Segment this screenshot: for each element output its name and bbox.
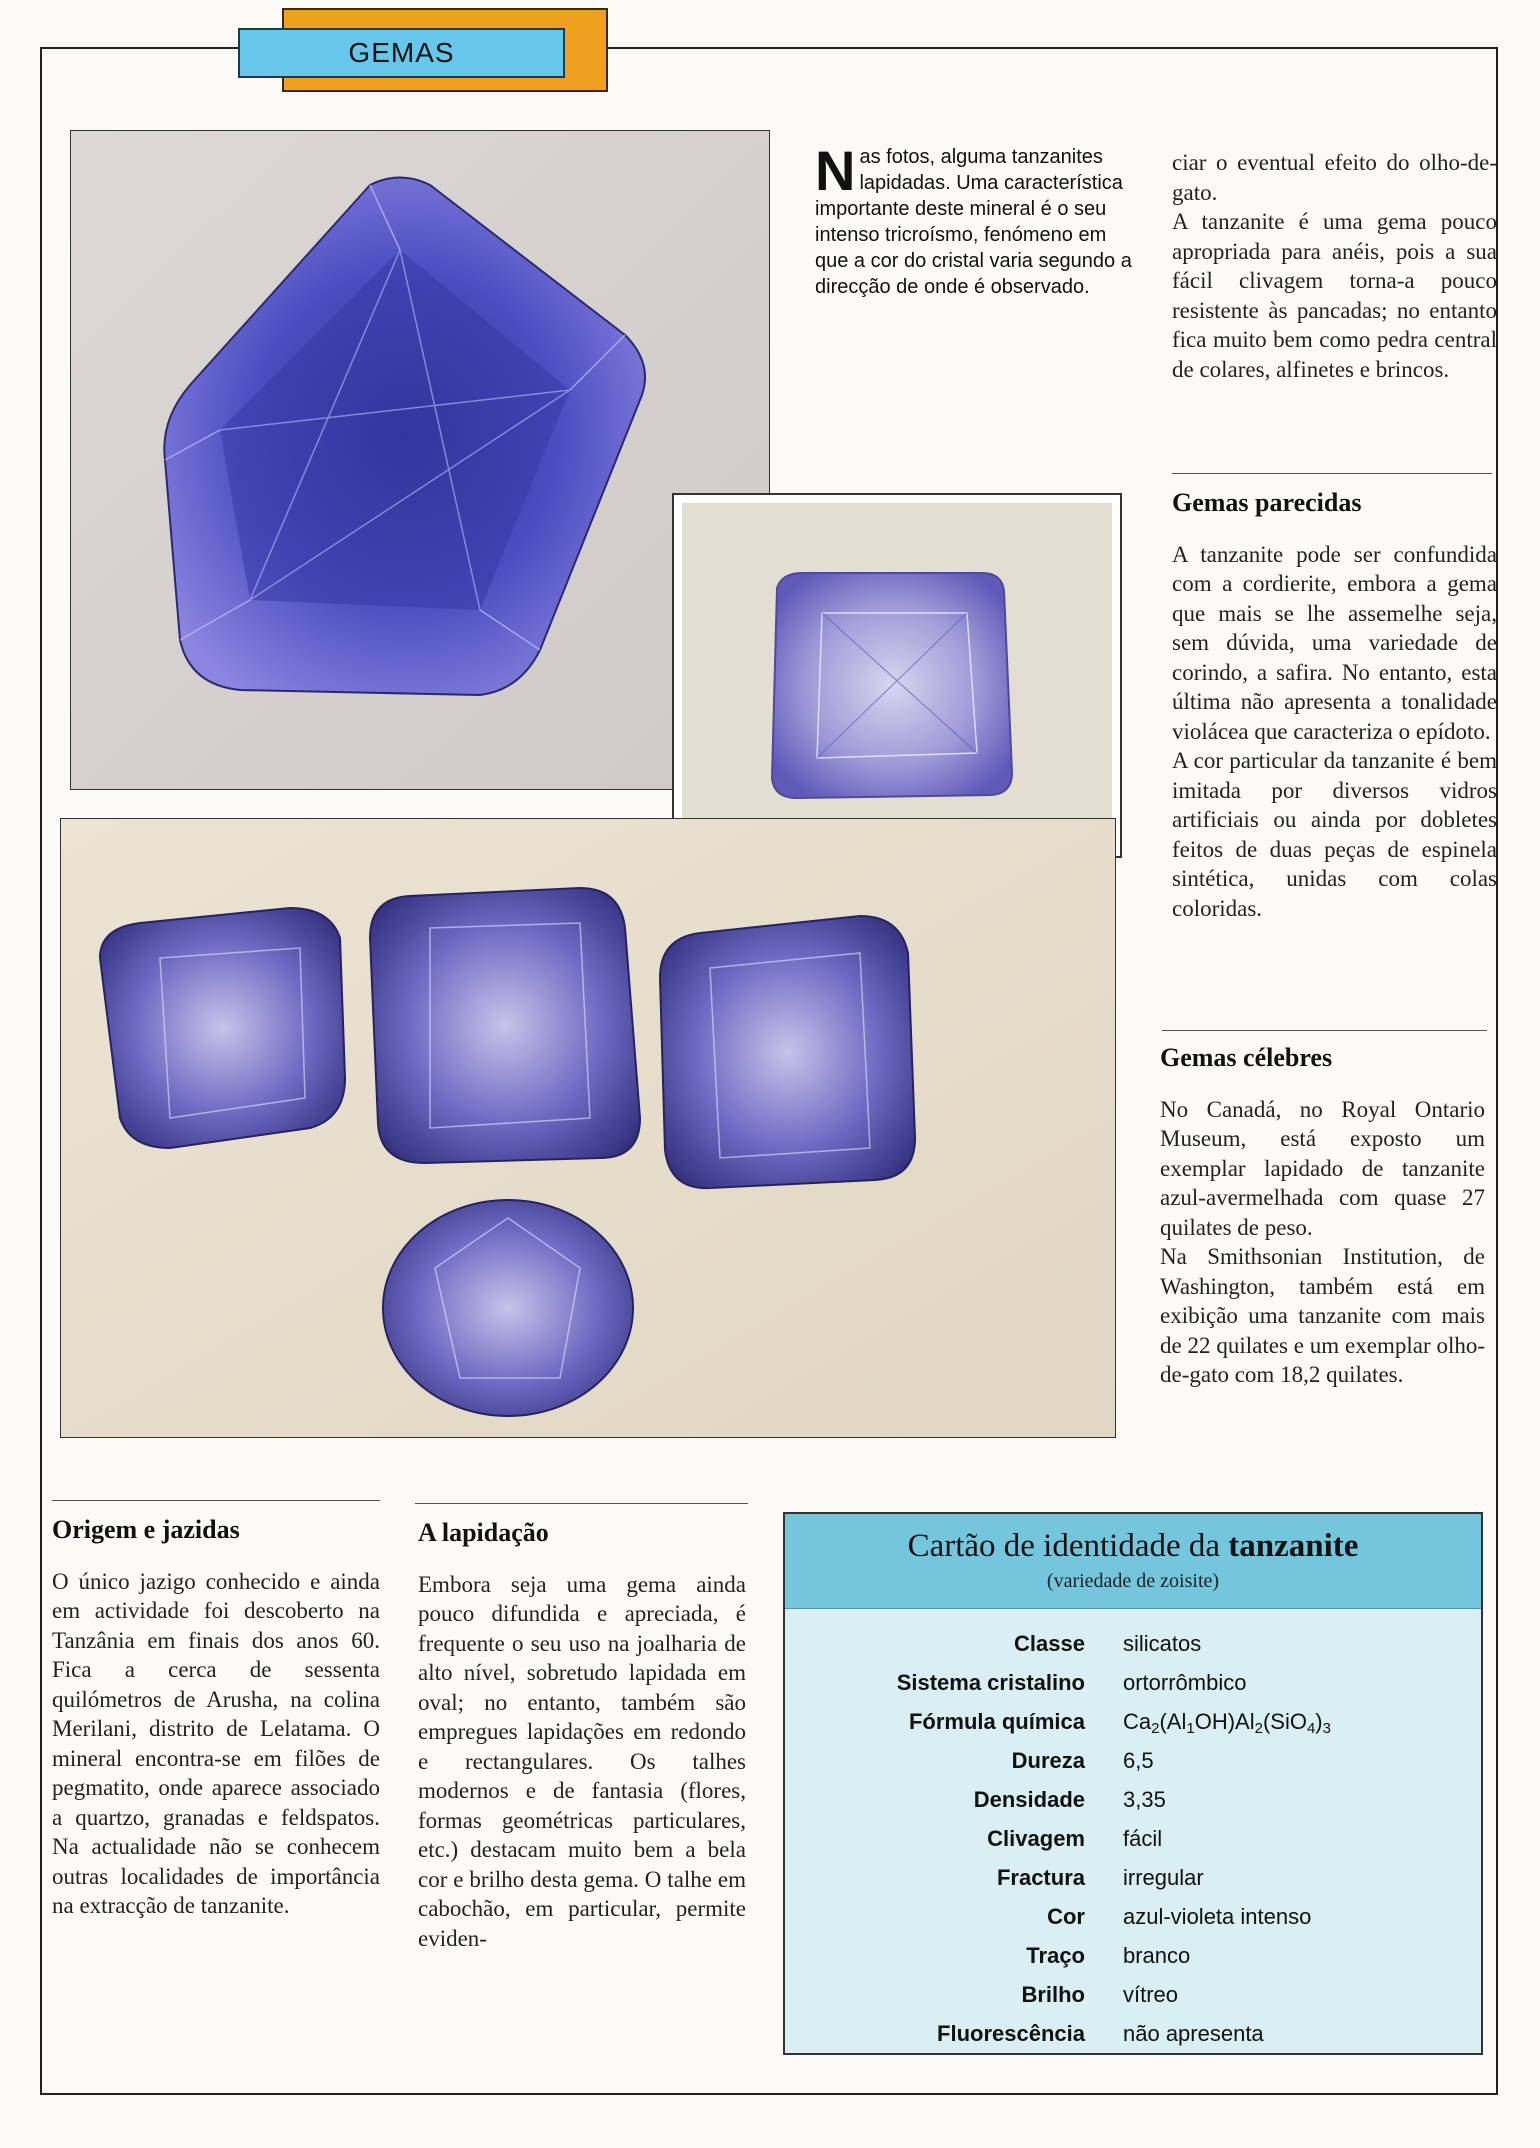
identity-card-row [785,1858,1481,1897]
identity-card-row [785,1897,1481,1936]
identity-card-row [785,1624,1481,1663]
identity-card-key: Dureza [1011,1747,1085,1773]
photo-small-tanzanite [672,493,1122,858]
lapidacao-text: Embora seja uma gema ainda pouco difundida e apreciada, é frequente o seu uso na joalharia de alto nível, sobretudo lapidada em oval; no entanto, também são empregues lapidações em redondo e rectangulares. Os talhes modernos e de fantasia (flores, formas geométricas particulares, etc.) destacam muito bem a bela cor e brilho desta gema. O talhe em cabochão, em particular, permite eviden- [418,1571,746,1951]
identity-card-table [785,1624,1481,2053]
section-header [238,28,565,78]
identity-card-title [785,1528,1481,1565]
identity-card-key: Densidade [973,1786,1085,1812]
identity-card [783,1512,1483,2055]
gemas-parecidas-p2: A cor particular da tanzanite é bem imitada por diversos vidros artificiais ou ainda por dobletes feitos de duas peças de espinela sintética, unidas com colas coloridas. [1172,748,1497,921]
identity-card-value: não apresenta [1123,2020,1264,2046]
identity-card-key: Cor [1047,1903,1085,1929]
identity-card-value: irregular [1123,1864,1204,1890]
identity-card-value: ortorrômbico [1123,1669,1247,1695]
gemas-parecidas-section [1172,488,1497,923]
caption-text: as fotos, alguma tanzanites lapidadas. Uma característica importante deste mineral é o seu intenso tricroísmo, fenómeno em que a cor do cristal varia segundo a direcção de onde é observado. [815,146,1132,298]
identity-card-row [785,1975,1481,2014]
identity-card-title-gem: tanzanite [1228,1528,1359,1564]
origem-title: Origem e jazidas [52,1515,240,1544]
divider [52,1500,380,1501]
identity-card-value: silicatos [1123,1630,1202,1656]
gemas-celebres-p1: No Canadá, no Royal Ontario Museum, está exposto um exemplar lapidado de tanzanite azul-avermelhada com quase 27 quilates de peso. [1160,1096,1485,1240]
photo-tanzanite-group [60,818,1116,1438]
photo-caption [815,139,1145,300]
identity-card-key: Sistema cristalino [896,1669,1085,1695]
identity-card-row [785,1663,1481,1702]
caption-dropcap: N [815,139,856,202]
identity-card-row [785,1819,1481,1858]
identity-card-key: Brilho [1021,1981,1085,2007]
identity-card-row [785,1780,1481,1819]
identity-card-value: vítreo [1123,1981,1179,2007]
origem-text: O único jazigo conhecido e ainda em actividade foi descoberto na Tanzânia em finais dos anos 60. Fica a cerca de sessenta quilómetros de Arusha, na colina Merilani, distrito de Lelatama. O mineral encontra-se em filões de pegmatito, onde aparece associado a quartzo, granadas e feldspatos. Na actualidade não se conhecem outras localidades de importância na extracção de tanzanite. [52,1568,380,1918]
divider [1172,473,1492,474]
divider [1162,1030,1487,1031]
identity-card-title-prefix: Cartão de identidade da [907,1528,1221,1564]
identity-card-value: azul-violeta intenso [1123,1903,1312,1929]
identity-card-row [785,1702,1481,1741]
identity-card-value: 6,5 [1123,1747,1154,1773]
identity-card-value: 3,35 [1123,1786,1166,1812]
photo-large-tanzanite [70,130,770,790]
identity-card-key: Clivagem [987,1825,1085,1851]
identity-card-key: Fluorescência [937,2020,1085,2046]
origem-section [52,1515,380,1921]
lapidacao-continuation [1172,148,1497,384]
identity-card-value: $Ca_2(Al_1OH)Al_2(SiO_4)_3$ [1123,1708,1331,1737]
lapidacao-title: A lapidação [418,1518,549,1547]
identity-card-row [785,1741,1481,1780]
lapidacao-cont-p1: ciar o eventual efeito do olho-de-gato. [1172,150,1497,205]
section-label: GEMAS [348,37,455,68]
identity-card-value: branco [1123,1942,1191,1968]
gemas-celebres-title: Gemas célebres [1160,1043,1333,1072]
identity-card-key: Fórmula química [908,1708,1085,1734]
gemas-parecidas-title: Gemas parecidas [1172,488,1362,517]
identity-card-row [785,1936,1481,1975]
gemas-parecidas-p1: A tanzanite pode ser confundida com a cordierite, embora a gema que mais se lhe assemelhe seja, sem dúvida, uma variedade de corindo, a safira. No entanto, esta última não apresenta a tonalidade violácea que caracteriza o epídoto. [1172,541,1497,744]
lapidacao-section [418,1518,746,1953]
identity-card-value: fácil [1123,1825,1163,1851]
identity-card-subtitle: (variedade de zoisite) [1046,1570,1220,1592]
gemas-celebres-section [1160,1043,1485,1390]
divider [415,1503,748,1504]
gemas-celebres-p2: Na Smithsonian Institution, de Washington, também está em exibição uma tanzanite com mais de 22 quilates e um exemplar olho-de-gato com 18,2 quilates. [1160,1244,1485,1387]
identity-card-key: Fractura [996,1864,1085,1890]
identity-card-key: Classe [1014,1630,1085,1656]
identity-card-key: Traço [1026,1942,1085,1968]
identity-card-row [785,2014,1481,2053]
lapidacao-cont-p2: A tanzanite é uma gema pouco apropriada para anéis, pois a sua fácil clivagem torna-a pouco resistente às pancadas; no entanto fica muito bem como pedra central de colares, alfinetes e brincos. [1172,209,1497,382]
